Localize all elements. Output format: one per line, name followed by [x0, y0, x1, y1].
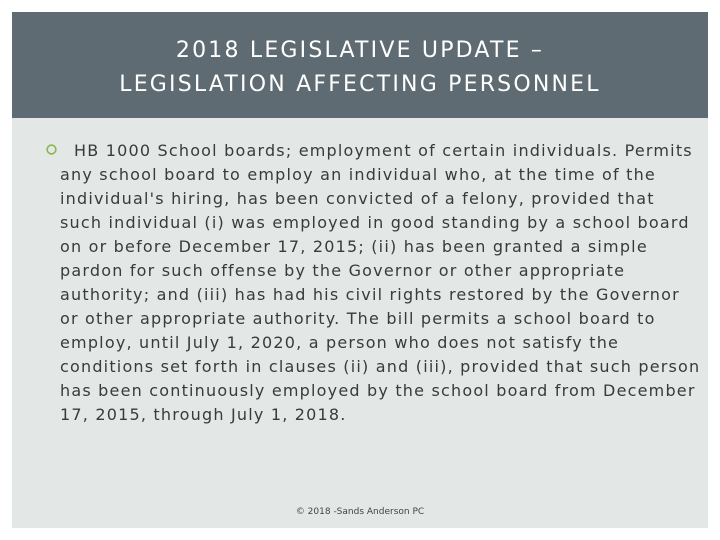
circle-bullet-icon	[46, 144, 57, 155]
slide	[12, 12, 708, 528]
bullet-text	[46, 139, 702, 427]
title-bar	[12, 12, 708, 118]
bullet-text-content: HB 1000 School boards; employment of certain individuals. Permits any school board to employ an individual who, at the time of the individual's hiring, has been convicted of a felony, provided that such individual (i) was employed in good standing by a school board on or before December 17, 2015; (ii) has been granted a simple pardon for such offense by the Governor or other appropriate authority; and (iii) has had his civil rights restored by the Governor or other appropriate authority. The bill permits a school board to employ, until July 1, 2020, a person who does not satisfy the conditions set forth in clauses (ii) and (iii), provided that such person has been continuously employed by the school board from December 17, 2015, through July 1, 2018.	[60, 141, 701, 424]
bullet-item	[46, 139, 702, 427]
footer-copyright: © 2018 -Sands Anderson PC	[295, 507, 425, 517]
slide-title: 2018 LEGISLATIVE UPDATE – LEGISLATION AFFECTING PERSONNEL	[119, 38, 601, 97]
